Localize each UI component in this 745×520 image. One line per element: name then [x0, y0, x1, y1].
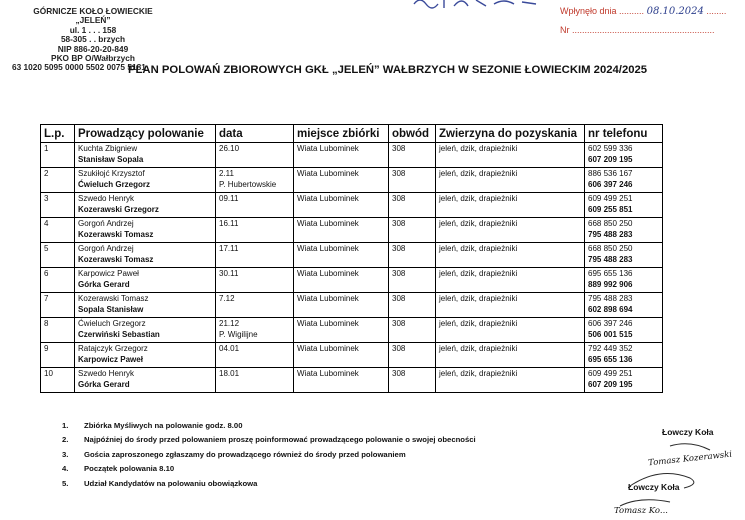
signature-name-1: Tomasz Kozerawski [647, 449, 733, 469]
cell-leaders-text: Stanisław Sopala [78, 154, 144, 164]
cell-place [294, 143, 389, 168]
cell-place-text: Wiata Lubominek [297, 244, 359, 253]
cell-place [294, 343, 389, 368]
cell-lp-text: 9 [44, 344, 49, 353]
cell-district-text: 308 [392, 294, 406, 303]
cell-date-text: 26.10 [219, 144, 240, 153]
cell-lp-text: 2 [44, 169, 49, 178]
cell-date [216, 343, 294, 368]
note-item: 3. Gościa zaproszonego zgłaszamy do prowadzącego również do środy przed polowaniem [62, 449, 406, 459]
cell-phones-text: 795 488 283 [588, 229, 633, 239]
cell-district [389, 318, 436, 343]
cell-date [216, 368, 294, 393]
cell-leaders-text: Kozerawski Tomasz [78, 294, 149, 303]
cell-date-text: 16.11 [219, 219, 239, 228]
cell-district [389, 218, 436, 243]
cell-phones [585, 343, 663, 368]
cell-game-text: jeleń, dzik, drapieżniki [439, 369, 518, 378]
cell-place-text: Wiata Lubominek [297, 194, 359, 203]
cell-game [436, 193, 585, 218]
table-row [41, 293, 663, 318]
signature-name-2: Tomasz Ko... [614, 506, 668, 516]
table-row [41, 193, 663, 218]
cell-leaders [75, 243, 216, 268]
cell-phones-text: 795 488 283 [588, 294, 633, 303]
cell-place-text: Wiata Lubominek [297, 219, 359, 228]
cell-leaders [75, 368, 216, 393]
cell-game [436, 143, 585, 168]
cell-lp-text: 10 [44, 369, 53, 378]
cell-lp-text: 3 [44, 194, 49, 203]
cell-phones-text: 886 536 167 [588, 169, 633, 178]
cell-lp [41, 218, 75, 243]
cell-phones-text: 695 655 136 [588, 354, 633, 364]
cell-district-text: 308 [392, 369, 406, 378]
cell-phones-text: 795 488 283 [588, 254, 633, 264]
cell-place-text: Wiata Lubominek [297, 144, 359, 153]
cell-game-text: jeleń, dzik, drapieżniki [439, 294, 518, 303]
cell-place-text: Wiata Lubominek [297, 169, 359, 178]
stamp-name: „JELEŃ” [75, 15, 111, 26]
cell-phones-text: 506 001 515 [588, 329, 633, 339]
cell-date-text: 30.11 [219, 269, 239, 278]
nr-label: Nr [560, 25, 570, 35]
cell-phones [585, 218, 663, 243]
received-stamp: Wpłynęło dnia .......... 08.10.2024 ........ [560, 6, 727, 17]
note-item: 4. Początek polowania 8.10 [62, 464, 175, 474]
cell-lp [41, 318, 75, 343]
received-date: 08.10.2024 [646, 6, 704, 17]
cell-place [294, 218, 389, 243]
cell-district-text: 308 [392, 344, 406, 353]
cell-leaders-text: Kozerawski Grzegorz [78, 204, 159, 214]
signature-strokes [600, 436, 740, 516]
cell-phones-text: 609 255 851 [588, 204, 633, 214]
cell-lp-text: 5 [44, 244, 49, 253]
cell-date-text: 04.01 [219, 344, 240, 353]
cell-leaders-text: Czerwiński Sebastian [78, 329, 160, 339]
stamp-account: 63 1020 5095 0000 5502 0075 5181 [12, 62, 146, 73]
cell-phones-text: 602 898 694 [588, 304, 633, 314]
table-header-row [41, 125, 663, 143]
cell-game-text: jeleń, dzik, drapieżniki [439, 144, 518, 153]
cell-lp [41, 293, 75, 318]
cell-district [389, 293, 436, 318]
note-item: 1. Zbiórka Myśliwych na polowanie godz. 8.00 [62, 421, 243, 430]
cell-leaders [75, 268, 216, 293]
cell-date [216, 143, 294, 168]
cell-place [294, 193, 389, 218]
cell-place [294, 168, 389, 193]
cell-leaders-text: Szukiłojć Krzysztof [78, 169, 145, 178]
header-district: obwód [389, 125, 436, 143]
note-item: 5. Udział Kandydatów na polowaniu obowiązkowa [62, 478, 258, 488]
cell-phones [585, 168, 663, 193]
cell-district [389, 368, 436, 393]
cell-date [216, 193, 294, 218]
cell-phones-text: 889 992 906 [588, 279, 633, 289]
cell-game [436, 293, 585, 318]
cell-date-text: 18.01 [219, 369, 240, 378]
cell-phones-text: 609 499 251 [588, 194, 633, 203]
cell-phones-text: 607 209 195 [588, 379, 633, 389]
stamp-city: 58-305 . . brzych [60, 34, 126, 45]
cell-place-text: Wiata Lubominek [297, 369, 359, 378]
cell-lp [41, 368, 75, 393]
cell-game-text: jeleń, dzik, drapieżniki [439, 194, 518, 203]
cell-phones [585, 193, 663, 218]
cell-phones [585, 143, 663, 168]
cell-phones [585, 268, 663, 293]
cell-leaders-text: Karpowicz Paweł [78, 269, 139, 278]
cell-game [436, 168, 585, 193]
cell-lp [41, 268, 75, 293]
cell-leaders-text: Kozerawski Tomasz [78, 229, 154, 239]
stamp-bank: PKO BP O/Wałbrzych [51, 53, 135, 64]
cell-phones [585, 318, 663, 343]
cell-leaders [75, 143, 216, 168]
cell-district-text: 308 [392, 144, 406, 153]
cell-district-text: 308 [392, 244, 406, 253]
stamp-org: GÓRNICZE KOŁO ŁOWIECKIE [33, 6, 153, 16]
cell-phones-text: 606 397 246 [588, 319, 633, 328]
signature-title-2: Łowczy Koła [628, 482, 680, 492]
cell-lp [41, 193, 75, 218]
received-label: Wpłynęło dnia [560, 6, 617, 16]
cell-lp [41, 343, 75, 368]
cell-leaders [75, 218, 216, 243]
cell-district [389, 268, 436, 293]
cell-district-text: 308 [392, 269, 406, 278]
cell-leaders-text: Gorgoń Andrzej [78, 219, 134, 228]
notes-list [62, 419, 476, 491]
cell-game-text: jeleń, dzik, drapieżniki [439, 269, 518, 278]
cell-place [294, 293, 389, 318]
cell-game-text: jeleń, dzik, drapieżniki [439, 344, 518, 353]
cell-phones-text: 609 499 251 [588, 369, 633, 378]
table-row [41, 218, 663, 243]
cell-date-text: P. Hubertowskie [219, 179, 277, 189]
cell-phones-text: 602 599 336 [588, 144, 633, 153]
cell-district [389, 143, 436, 168]
cell-leaders-text: Gorgoń Andrzej [78, 244, 134, 253]
cell-leaders-text: Szwedo Henryk [78, 194, 135, 203]
cell-date-text: 2.11 [219, 169, 234, 178]
cell-phones-text: 695 655 136 [588, 269, 633, 278]
header-place: miejsce zbiórki [294, 125, 389, 143]
cell-date [216, 268, 294, 293]
cell-place-text: Wiata Lubominek [297, 269, 359, 278]
table-row [41, 268, 663, 293]
cell-district-text: 308 [392, 319, 406, 328]
cell-date [216, 318, 294, 343]
cell-date-text: 17.11 [219, 244, 239, 253]
cell-district-text: 308 [392, 194, 406, 203]
table-row [41, 243, 663, 268]
cell-leaders-text: Górka Gerard [78, 379, 130, 389]
cell-lp [41, 168, 75, 193]
table-row [41, 368, 663, 393]
cell-lp [41, 143, 75, 168]
cell-leaders-text: Ćwieluch Grzegorz [78, 319, 146, 328]
cell-place [294, 243, 389, 268]
cell-phones-text: 668 850 250 [588, 219, 633, 228]
cell-leaders [75, 318, 216, 343]
cell-place [294, 318, 389, 343]
cell-place-text: Wiata Lubominek [297, 344, 359, 353]
table-row [41, 168, 663, 193]
cell-phones-text: 606 397 246 [588, 179, 633, 189]
cell-game [436, 318, 585, 343]
cell-game [436, 243, 585, 268]
cell-date [216, 218, 294, 243]
cell-district-text: 308 [392, 219, 406, 228]
cell-lp-text: 4 [44, 219, 49, 228]
cell-game-text: jeleń, dzik, drapieżniki [439, 319, 518, 328]
cell-phones [585, 293, 663, 318]
cell-leaders [75, 343, 216, 368]
header-game: Zwierzyna do pozyskania [436, 125, 585, 143]
cell-leaders-text: Karpowicz Paweł [78, 354, 143, 364]
signature-title-1: Łowczy Koła [662, 427, 714, 437]
cell-game [436, 218, 585, 243]
cell-lp [41, 243, 75, 268]
cell-leaders [75, 293, 216, 318]
cell-date [216, 293, 294, 318]
table-row [41, 143, 663, 168]
header-leader: Prowadzący polowanie [75, 125, 216, 143]
cell-date-text: 7.12 [219, 294, 235, 303]
cell-phones-text: 792 449 352 [588, 344, 633, 353]
cell-leaders-text: Kuchta Zbigniew [78, 144, 138, 153]
cell-leaders-text: Kozerawski Tomasz [78, 254, 154, 264]
table-row [41, 343, 663, 368]
cell-place-text: Wiata Lubominek [297, 319, 359, 328]
cell-date-text: 21.12 [219, 319, 240, 328]
number-field: Nr ......................................................... [560, 25, 715, 35]
cell-game [436, 268, 585, 293]
cell-game-text: jeleń, dzik, drapieżniki [439, 244, 518, 253]
cell-district [389, 243, 436, 268]
cell-date [216, 243, 294, 268]
header-phone: nr telefonu [585, 125, 663, 143]
cell-leaders-text: Górka Gerard [78, 279, 130, 289]
club-stamp [8, 7, 178, 73]
cell-phones-text: 668 850 250 [588, 244, 633, 253]
note-item: 2. Najpóźniej do środy przed polowaniem proszę poinformować prowadzącego polowanie o swojej obecności [62, 435, 476, 445]
cell-district-text: 308 [392, 169, 406, 178]
cell-lp-text: 8 [44, 319, 49, 328]
cell-leaders-text: Szwedo Henryk [78, 369, 135, 378]
cell-leaders [75, 193, 216, 218]
cell-game-text: jeleń, dzik, drapieżniki [439, 219, 518, 228]
cell-leaders [75, 168, 216, 193]
scribble-mark [410, 0, 550, 12]
cell-lp-text: 1 [44, 144, 49, 153]
stamp-street: ul. 1 . . . 158 [69, 24, 117, 35]
cell-district [389, 168, 436, 193]
stamp-nip: NIP 886-20-20-849 [57, 43, 129, 54]
hunt-plan-table [40, 124, 663, 393]
cell-game [436, 368, 585, 393]
handwritten-scribble [410, 0, 550, 16]
cell-game [436, 343, 585, 368]
cell-date [216, 168, 294, 193]
cell-leaders-text: Ratajczyk Grzegorz [78, 344, 148, 353]
cell-place [294, 368, 389, 393]
cell-lp-text: 6 [44, 269, 49, 278]
cell-lp-text: 7 [44, 294, 49, 303]
cell-place-text: Wiata Lubominek [297, 294, 359, 303]
table-row [41, 318, 663, 343]
cell-date-text: P. Wigilijne [219, 329, 258, 339]
cell-district [389, 343, 436, 368]
cell-place [294, 268, 389, 293]
cell-leaders-text: Ćwieluch Grzegorz [78, 179, 151, 189]
cell-game-text: jeleń, dzik, drapieżniki [439, 169, 518, 178]
cell-leaders-text: Sopala Stanisław [78, 304, 144, 314]
document-title: PLAN POLOWAŃ ZBIOROWYCH GKŁ „JELEŃ” WAŁBRZYCH W SEZONIE ŁOWIECKIM 2024/2025 [128, 64, 648, 76]
cell-phones-text: 607 209 195 [588, 154, 633, 164]
header-lp: L.p. [41, 125, 75, 143]
cell-phones [585, 368, 663, 393]
cell-district [389, 193, 436, 218]
cell-phones [585, 243, 663, 268]
header-date: data [216, 125, 294, 143]
cell-date-text: 09.11 [219, 194, 239, 203]
